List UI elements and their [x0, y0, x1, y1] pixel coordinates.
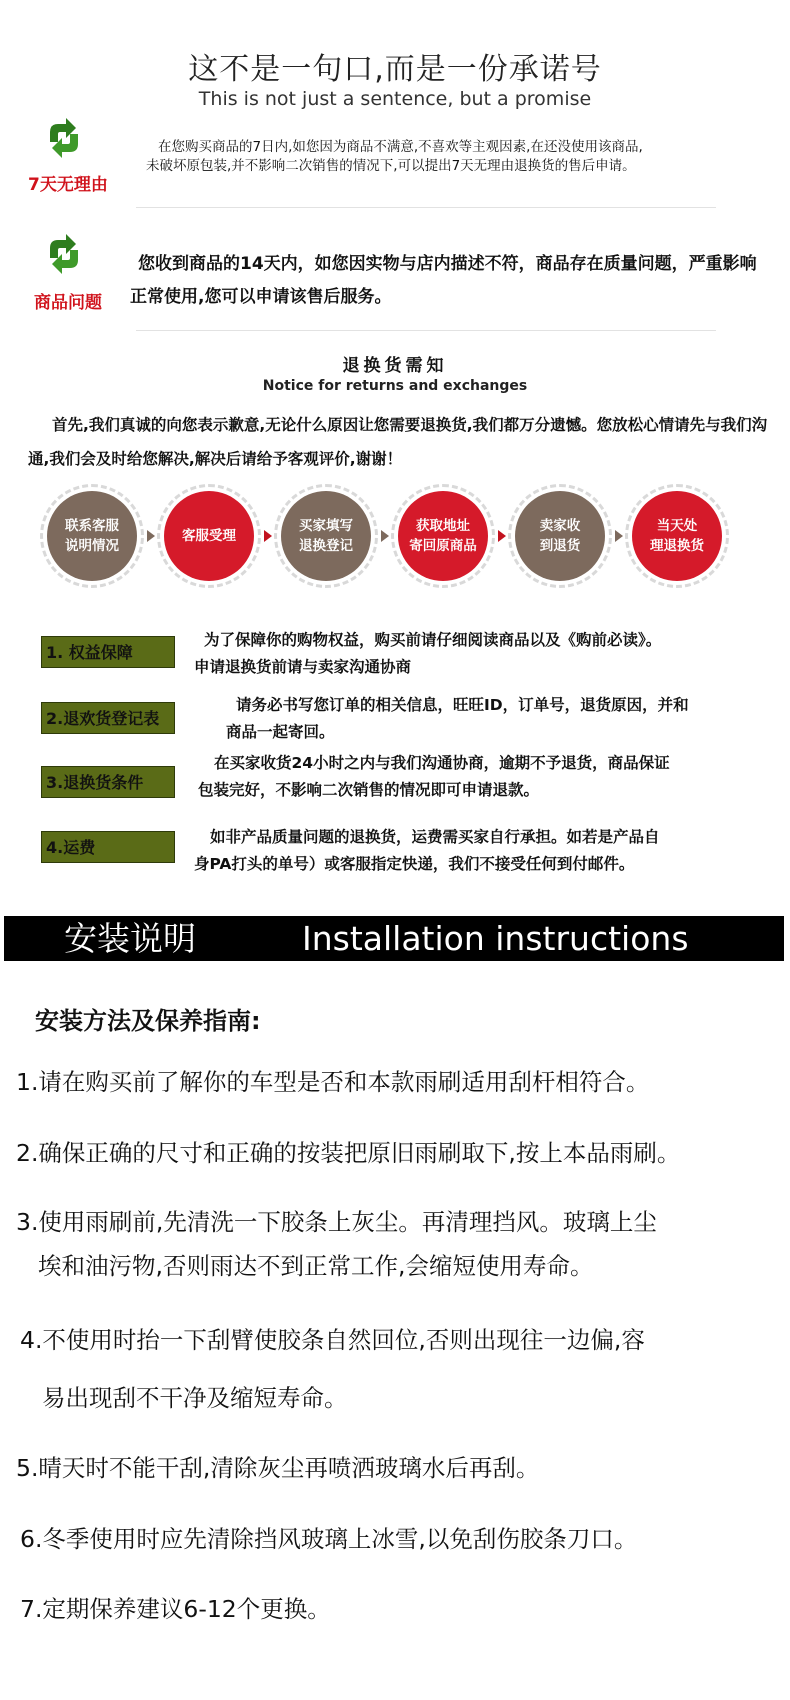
term-label-registration: 2.退欢货登记表: [41, 702, 175, 734]
step-label-line: 联系客服: [65, 518, 119, 534]
recycle-arrows-icon: [42, 118, 86, 158]
term-text-shipping: [194, 824, 774, 878]
guide-item: [16, 1131, 786, 1175]
arrow-right-icon: [381, 530, 389, 542]
process-step: [508, 484, 612, 588]
notice-body: 首先,我们真诚的向您表示歉意,无论什么原因让您需要退换货,我们都万分遗憾。您放松心情请先与我们沟通,我们会及时给您解决,解决后请给予客观评价,谢谢！: [28, 416, 768, 468]
guide-item-line: 3.使用雨刷前,先清洗一下胶条上灰尘。再清理挡风。玻璃上尘: [16, 1208, 657, 1236]
notice-title: 退换货需知: [342, 356, 448, 376]
notice-subtitle: Notice for returns and exchanges: [262, 378, 528, 394]
banner-title-cn: 安装说明: [64, 919, 196, 958]
installation-banner: [4, 916, 784, 961]
guide-item: [16, 1060, 786, 1104]
banner-title-en: Installation instructions: [302, 919, 689, 958]
term-line: 商品一起寄回。: [226, 723, 335, 741]
step-label-line: 买家填写: [299, 518, 353, 534]
step-label-line: 退换登记: [299, 538, 353, 554]
guide-item-line: 1.请在购买前了解你的车型是否和本款雨刷适用刮杆相符合。: [16, 1068, 650, 1096]
guide-item: [16, 1446, 786, 1490]
step-label-line: 说明情况: [65, 538, 119, 554]
process-step: [157, 484, 261, 588]
term-line: 如非产品质量问题的退换货，运费需买家自行承担。如若是产品自: [210, 828, 660, 846]
arrow-right-icon: [264, 530, 272, 542]
term-line: 在买家收货24小时之内与我们沟通协商，逾期不予退货，商品保证: [214, 754, 670, 772]
guide-item-line: 6.冬季使用时应先清除挡风玻璃上冰雪,以免刮伤胶条刀口。: [20, 1525, 638, 1553]
page-title: 这不是一句口,而是一份承诺号: [188, 52, 602, 87]
divider: [136, 330, 716, 331]
arrow-right-icon: [615, 530, 623, 542]
return-process-steps: [40, 484, 740, 616]
term-text-registration: [226, 692, 766, 746]
process-step: [391, 484, 495, 588]
recycle-arrows-icon: [42, 234, 86, 274]
policy-tag-quality: 商品问题: [34, 293, 102, 313]
process-step: [625, 484, 729, 588]
policy-text-quality: 您收到商品的14天内，如您因实物与店内描述不符，商品存在质量问题，严重影响正常使用,您可以申请该售后服务。: [130, 254, 757, 307]
guide-item-line: 2.确保正确的尺寸和正确的按装把原旧雨刷取下,按上本品雨刷。: [16, 1139, 681, 1167]
guide-item: [20, 1587, 790, 1631]
guide-item-line: 易出现刮不干净及缩短寿命。: [42, 1384, 348, 1412]
term-label-shipping: 4.运费: [41, 831, 175, 863]
policy-7day: [0, 118, 790, 208]
step-label-line: 当天处: [656, 518, 698, 534]
step-label-line: 寄回原商品: [409, 538, 477, 554]
term-label-conditions: 3.退换货条件: [41, 766, 175, 798]
term-text-conditions: [198, 750, 768, 804]
guide-title: 安装方法及保养指南:: [35, 1007, 261, 1035]
term-text-rights: [194, 627, 774, 681]
term-line: 申请退换货前请与卖家沟通协商: [194, 658, 412, 676]
arrow-right-icon: [498, 530, 506, 542]
term-line: 身PA打头的单号）或客服指定快递，我们不接受任何到付邮件。: [194, 855, 635, 873]
policy-text-7day: 在您购买商品的7日内,如您因为商品不满意,不喜欢等主观因素,在还没使用该商品,未破坏原包装,并不影响二次销售的情况下,可以提出7天无理由退换货的售后申请。: [146, 139, 643, 174]
policy-quality: [0, 234, 790, 314]
guide-item-line: 7.定期保养建议6-12个更换。: [20, 1595, 331, 1623]
guide-item: [20, 1318, 790, 1420]
process-step: [40, 484, 144, 588]
term-line: 请务必书写您订单的相关信息，旺旺ID，订单号，退货原因，并和: [236, 696, 689, 714]
divider: [136, 207, 716, 208]
term-label-rights: 1. 权益保障: [41, 636, 175, 668]
page-subtitle: This is not just a sentence, but a promise: [198, 88, 592, 110]
term-line: 为了保障你的购物权益，购买前请仔细阅读商品以及《购前必读》。: [204, 631, 662, 649]
process-step: [274, 484, 378, 588]
guide-item-line: 埃和油污物,否则雨达不到正常工作,会缩短使用寿命。: [38, 1252, 594, 1280]
guide-item-line: 4.不使用时抬一下刮臂使胶条自然回位,否则出现往一边偏,容: [20, 1326, 645, 1354]
step-label-line: 理退换货: [650, 538, 704, 554]
step-label-line: 卖家收: [539, 518, 581, 534]
step-label-line: 获取地址: [416, 518, 470, 534]
step-label-line: 客服受理: [182, 528, 236, 544]
step-label-line: 到退货: [539, 538, 581, 554]
policy-tag-7day: 7天无理由: [28, 175, 108, 195]
arrow-right-icon: [147, 530, 155, 542]
guide-item-line: 5.晴天时不能干刮,清除灰尘再喷洒玻璃水后再刮。: [16, 1454, 540, 1482]
term-line: 包装完好，不影响二次销售的情况即可申请退款。: [198, 781, 540, 799]
guide-item: [16, 1200, 786, 1288]
guide-item: [20, 1517, 790, 1561]
